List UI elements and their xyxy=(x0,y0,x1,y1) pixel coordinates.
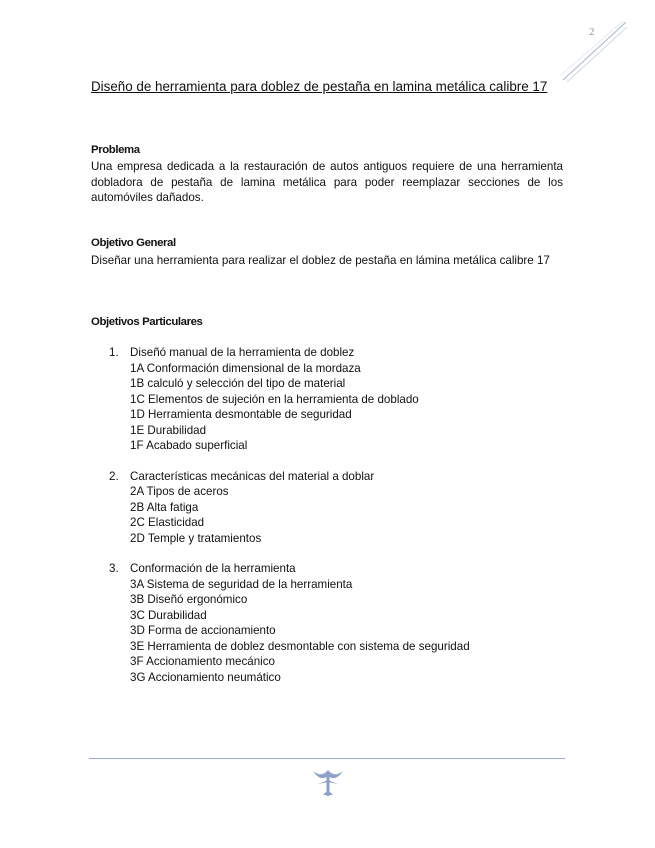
objetivo-general-heading: Objetivo General xyxy=(91,237,176,249)
problema-heading: Problema xyxy=(91,144,140,156)
problema-text: Una empresa dedicada a la restauración de autos antiguos requiere de una herramienta dobladora de pestaña de lamina metálica para poder reemplazar secciones de los automóviles dañados. xyxy=(91,160,563,205)
objective-group-3 xyxy=(109,561,470,685)
objective-number: 2. xyxy=(109,469,119,483)
subobjective: 2A Tipos de aceros xyxy=(130,485,229,498)
page-number: 2 xyxy=(589,26,595,38)
subobjective: 1C Elementos de sujeción en la herramienta de doblado xyxy=(130,392,419,406)
subobjective: 3C Durabilidad xyxy=(130,608,207,622)
subobjective: 3A Sistema de seguridad de la herramienta xyxy=(130,577,353,591)
subobjective: 3G Accionamiento neumático xyxy=(130,670,281,684)
subobjective: 3E Herramienta de doblez desmontable con sistema de seguridad xyxy=(130,639,470,653)
subobjective: 1A Conformación dimensional de la mordaza xyxy=(130,361,361,375)
subobjective: 1E Durabilidad xyxy=(130,423,207,437)
objective-title: Conformación de la herramienta xyxy=(130,562,296,575)
objective-group-1 xyxy=(109,345,470,454)
subobjective: 2D Temple y tratamientos xyxy=(130,531,262,545)
subobjective: 2C Elasticidad xyxy=(130,516,205,529)
objetivos-particulares-heading: Objetivos Particulares xyxy=(91,316,203,328)
objetivo-general-text: Diseñar una herramienta para realizar el doblez de pestaña en lámina metálica calibre 17 xyxy=(91,254,550,267)
footer-divider xyxy=(89,758,565,759)
subobjective: 3F Accionamiento mecánico xyxy=(130,655,275,668)
corner-decoration xyxy=(555,18,630,88)
objective-title: Diseñó manual de la herramienta de doblez xyxy=(130,346,355,359)
objective-title: Características mecánicas del material a doblar xyxy=(130,469,375,483)
document-title: Diseño de herramienta para doblez de pestaña en lamina metálica calibre 17 xyxy=(91,79,548,94)
objective-item xyxy=(109,345,470,361)
subobjective: 1B calculó y selección del tipo de material xyxy=(130,377,346,390)
subobjective: 3B Diseñó ergonómico xyxy=(130,593,248,606)
objective-number: 3. xyxy=(109,562,119,575)
objective-group-2 xyxy=(109,469,470,547)
objetivos-list xyxy=(109,345,470,685)
subobjective: 1F Acabado superficial xyxy=(130,439,248,452)
subobjective: 2B Alta fatiga xyxy=(130,500,199,514)
subobjective: 1D Herramienta desmontable de seguridad xyxy=(130,408,352,421)
objective-number: 1. xyxy=(109,346,119,359)
objective-item xyxy=(109,561,470,577)
subobjective: 3D Forma de accionamiento xyxy=(130,624,276,637)
objective-item xyxy=(109,469,470,485)
footer-ornament-icon xyxy=(311,766,345,798)
